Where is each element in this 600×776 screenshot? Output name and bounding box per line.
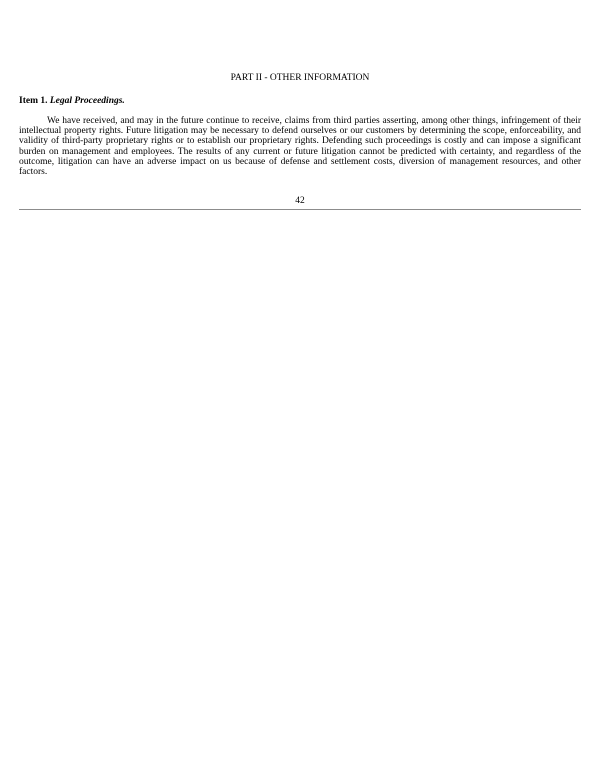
part-heading: PART II - OTHER INFORMATION	[230, 73, 370, 83]
page-number: 42	[295, 196, 305, 206]
legal-proceedings-paragraph: We have received, and may in the future continue to receive, claims from third parties asserting, among other things, infringement of their intellectual property rights. Future litigation may be necessary to defend ourselves or our customers by determining the scope, enforceability, and validity of third-party proprietary rights or to establish our proprietary rights. Defending such proceedings is costly and can impose a significant burden on management and employees. The results of any current or future litigation cannot be predicted with certainty, and regardless of the outcome, litigation can have an adverse impact on us because of defense and settlement costs, diversion of management resources, and other factors.	[19, 116, 581, 178]
item-heading	[19, 95, 125, 107]
page-divider	[19, 209, 581, 210]
item-title: Legal Proceedings.	[49, 96, 125, 106]
item-number: Item 1.	[19, 96, 48, 106]
